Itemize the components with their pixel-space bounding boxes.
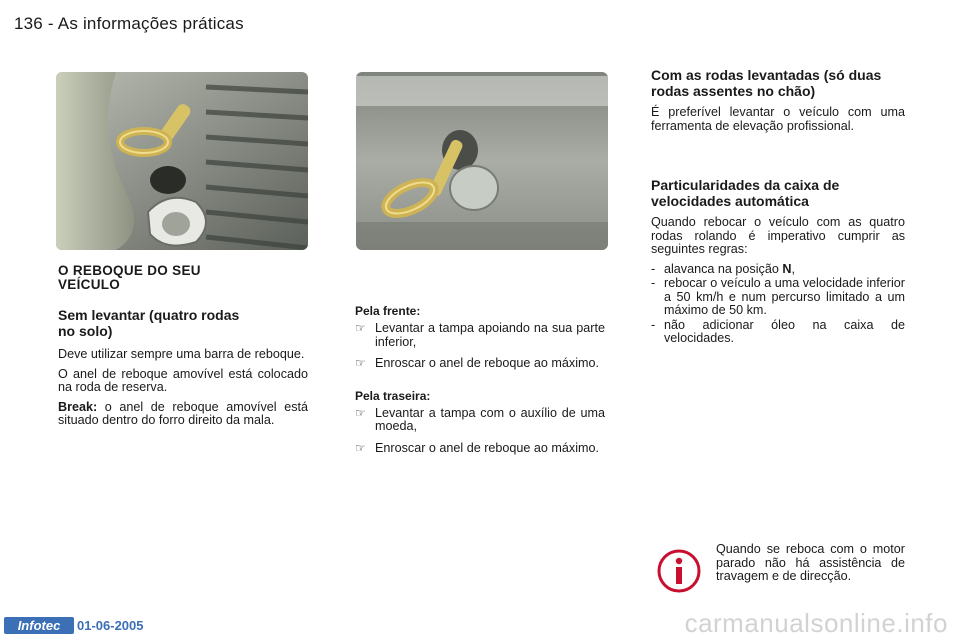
subheading-without-lifting: Sem levantar (quatro rodas no solo) (58, 307, 240, 339)
info-note: Quando se reboca com o motor parado não há assistência de travagem e de direcção. (716, 542, 905, 583)
watermark: carmanualsonline.info (684, 608, 948, 638)
break-text: o anel de reboque amovível está situado dentro do forro direito da mala. (58, 399, 308, 427)
paragraph-gearbox-rules: Quando rebocar o veículo com as quatro rodas rolando é imperativo cumprir as seguintes regras: (651, 215, 905, 256)
page-number: 136 (14, 14, 43, 33)
pointing-hand-icon: ☞ (355, 321, 366, 335)
rear-step-1: ☞ Levantar a tampa com o auxílio de uma moeda, (355, 405, 605, 433)
heading-two-wheels-lifted: Com as rodas levantadas (só duas rodas assentes no chão) (651, 67, 882, 99)
rear-step-2: ☞ Enroscar o anel de reboque ao máximo. (355, 440, 600, 455)
middle-column (355, 304, 605, 463)
info-icon (656, 548, 706, 598)
label-from-rear: Pela traseira: (355, 388, 431, 403)
pointing-hand-icon: ☞ (355, 356, 366, 370)
page-header (14, 14, 244, 34)
infotec-logo: Infotec (4, 617, 74, 634)
page-title: As informações práticas (57, 14, 244, 33)
rule-2: - rebocar o veículo a uma velocidade inferior a 50 km/h e num percurso limitado a um máximo de 50 km. (651, 276, 905, 317)
header-separator: - (47, 14, 54, 33)
paragraph-tow-bar: Deve utilizar sempre uma barra de reboque. (58, 347, 305, 361)
pointing-hand-icon: ☞ (355, 405, 366, 420)
break-label: Break: (58, 399, 98, 414)
print-date: 01-06-2005 (77, 618, 144, 633)
paragraph-break (58, 401, 308, 428)
rule-1: - alavanca na posição N, (651, 261, 795, 276)
heading-automatic-gearbox: Particularidades da caixa de velocidades automática (651, 177, 840, 209)
section-heading-towing: O REBOQUE DO SEU VEÍCULO (58, 263, 201, 292)
front-step-1: ☞ Levantar a tampa apoiando na sua parte inferior, (355, 321, 605, 349)
rear-tow-hook-illustration (356, 72, 608, 250)
label-from-front: Pela frente: (355, 304, 421, 318)
right-column (651, 67, 905, 347)
left-column (58, 264, 313, 434)
pointing-hand-icon: ☞ (355, 440, 366, 455)
front-tow-hook-illustration (56, 72, 308, 250)
paragraph-lifting-tool: É preferível levantar o veículo com uma ferramenta de elevação profissional. (651, 105, 905, 133)
paragraph-tow-ring-location: O anel de reboque amovível está colocado na roda de reserva. (58, 366, 308, 394)
front-step-2: ☞ Enroscar o anel de reboque ao máximo. (355, 356, 600, 370)
rule-3: - não adicionar óleo na caixa de velocidades. (651, 317, 905, 345)
